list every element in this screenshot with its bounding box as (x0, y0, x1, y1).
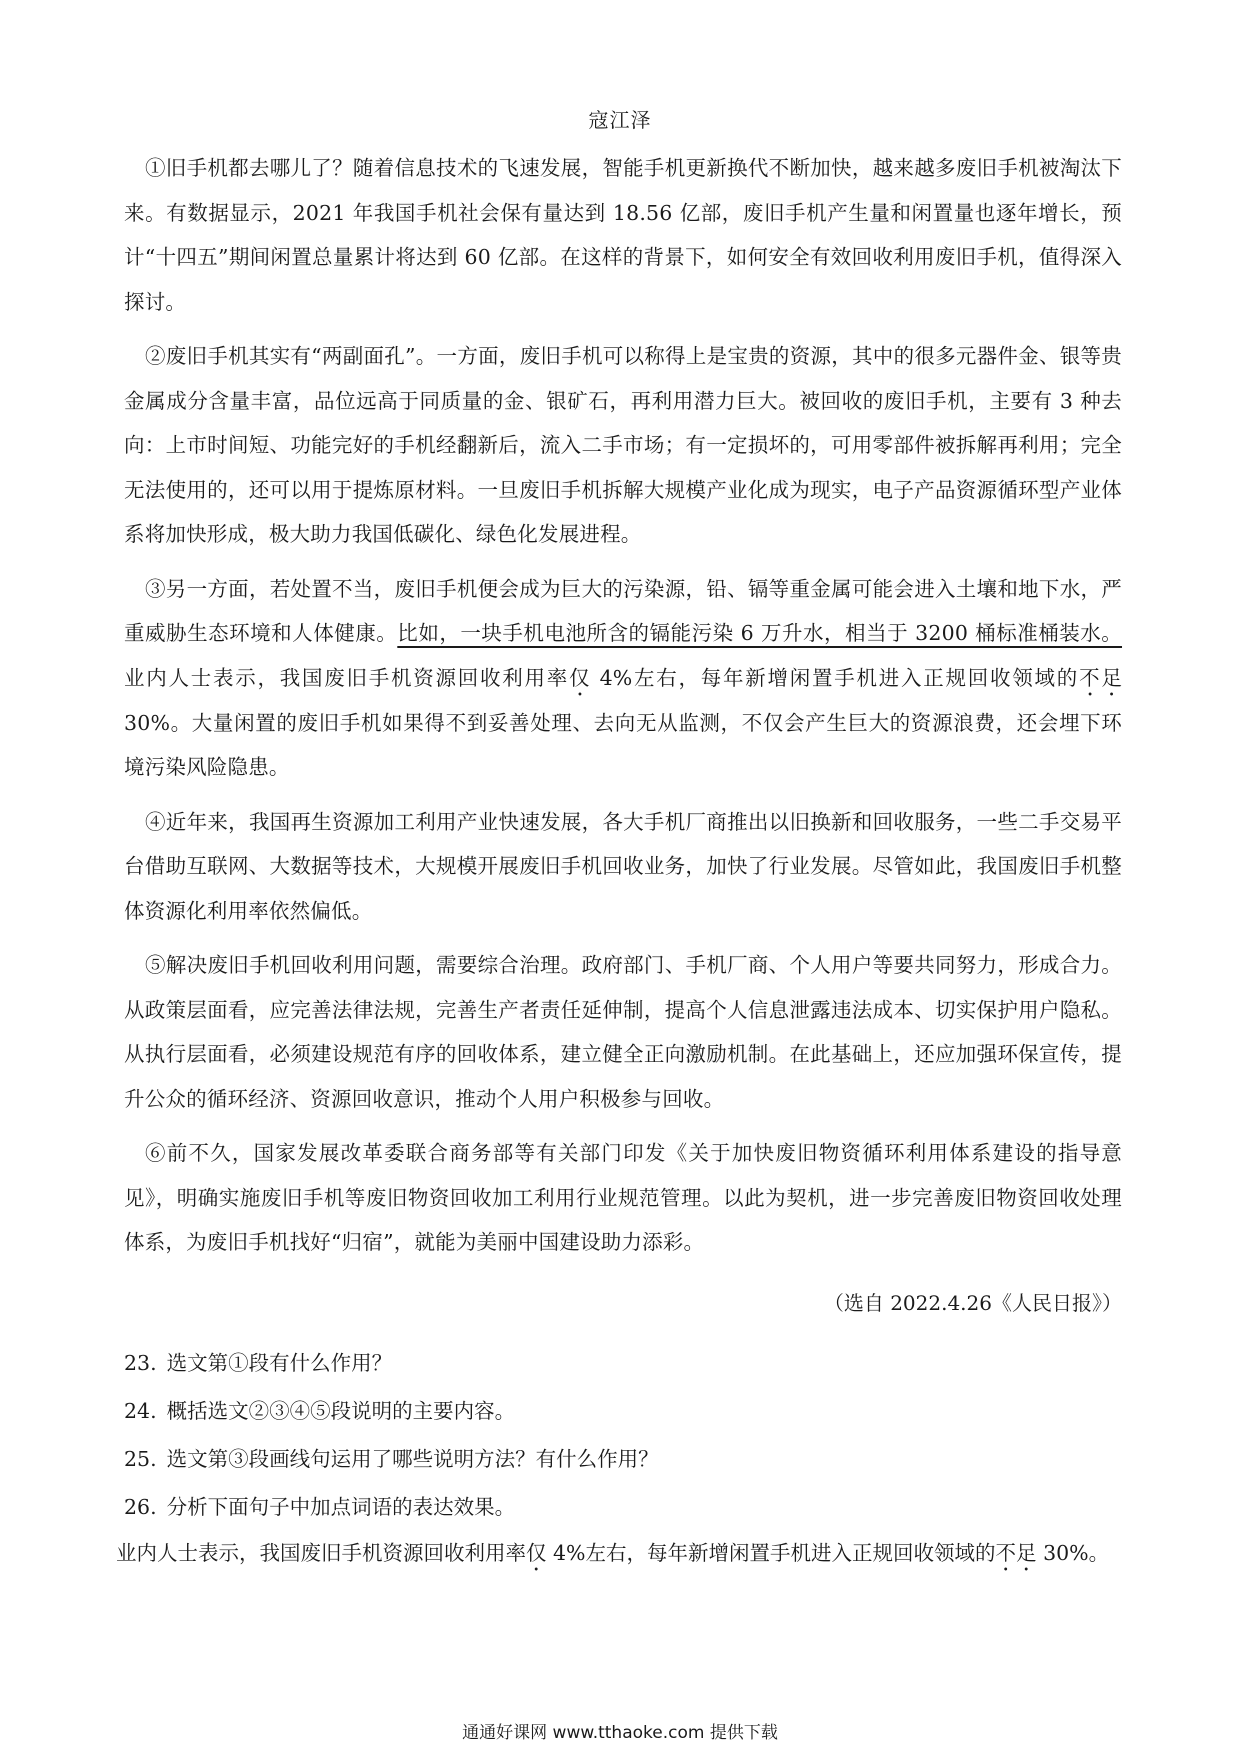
quote-part-2: 4%左右，每年新增闲置手机进入正规回收领域的 (546, 1540, 996, 1565)
author-name: 寇江泽 (588, 108, 652, 132)
paragraph-3-part-1: ③另一方面，若处置不当，废旧手机便会成为巨大的污染源，铅、镉等重金属可能会进入土壤和地下水，严重威胁生态环境和人体健康。 (124, 576, 1122, 645)
paragraph-3 (124, 567, 1122, 790)
question-text: 选文第③段画线句运用了哪些说明方法？有什么作用？ (166, 1446, 659, 1471)
quoted-sentence (116, 1531, 1122, 1576)
question-25 (124, 1435, 1122, 1483)
question-26 (124, 1483, 1122, 1531)
quote-dotted-word-jin: 仅 (526, 1540, 547, 1565)
question-number: 23. (124, 1350, 157, 1375)
paragraph-2: ②废旧手机其实有“两副面孔”。一方面，废旧手机可以称得上是宝贵的资源，其中的很多元器件金、银等贵金属成分含量丰富，品位远高于同质量的金、银矿石，再利用潜力巨大。被回收的废旧手机，主要有 3 种去向：上市时间短、功能完好的手机经翻新后，流入二手市场；有一定损坏的，可用零部件被拆解再利用；完全无法使用的，还可以用于提炼原材料。一旦废旧手机拆解大规模产业化成为现实，电子产品资源循环型产业体系将加快形成，极大助力我国低碳化、绿色化发展进程。 (124, 344, 1122, 546)
question-number: 25. (124, 1446, 157, 1471)
quote-dotted-word-buzu: 不足 (995, 1540, 1037, 1565)
question-list (116, 1339, 1122, 1576)
quote-part-1: 业内人士表示，我国废旧手机资源回收利用率 (116, 1540, 526, 1565)
question-number: 26. (124, 1494, 157, 1519)
dotted-word-jin: 仅 (569, 665, 592, 690)
source-citation: （选自 2022.4.26《人民日报》） (823, 1290, 1122, 1315)
underlined-sentence: 比如，一块手机电池所含的镉能污染 6 万升水，相当于 3200 桶标准桶装水。 (397, 621, 1123, 645)
quote-part-3: 30%。 (1036, 1540, 1110, 1565)
paragraph-3-part-4: 30%。大量闲置的废旧手机如果得不到妥善处理、去向无从监测，不仅会产生巨大的资源浪费，还会埋下环境污染风险隐患。 (124, 710, 1122, 779)
article-body (116, 146, 1123, 1576)
question-text: 分析下面句子中加点词语的表达效果。 (166, 1494, 516, 1519)
question-text: 概括选文②③④⑤段说明的主要内容。 (166, 1398, 516, 1423)
question-23 (124, 1339, 1122, 1387)
paragraph-3-part-3: 4%左右，每年新增闲置手机进入正规回收领域的 (591, 665, 1080, 690)
paragraph-6: ⑥前不久，国家发展改革委联合商务部等有关部门印发《关于加快废旧物资循环利用体系建设的指导意见》，明确实施废旧手机等废旧物资回收加工利用行业规范管理。以此为契机，进一步完善废旧物资回收处理体系，为废旧手机找好“归宿”，就能为美丽中国建设助力添彩。 (124, 1141, 1122, 1254)
dotted-word-buzu: 不足 (1079, 665, 1123, 690)
paragraph-5: ⑤解决废旧手机回收利用问题，需要综合治理。政府部门、手机厂商、个人用户等要共同努力，形成合力。从政策层面看，应完善法律法规，完善生产者责任延伸制，提高个人信息泄露违法成本、切实保护用户隐私。从执行层面看，必须建设规范有序的回收体系，建立健全正向激励机制。在此基础上，还应加强环保宣传，提升公众的循环经济、资源回收意识，推动个人用户积极参与回收。 (124, 953, 1122, 1111)
paragraph-3-part-2: 业内人士表示，我国废旧手机资源回收利用率 (124, 665, 570, 690)
question-text: 选文第①段有什么作用？ (166, 1350, 393, 1375)
question-24 (124, 1387, 1122, 1435)
paragraph-4: ④近年来，我国再生资源加工利用产业快速发展，各大手机厂商推出以旧换新和回收服务，一些二手交易平台借助互联网、大数据等技术，大规模开展废旧手机回收业务，加快了行业发展。尽管如此，我国废旧手机整体资源化利用率依然偏低。 (124, 809, 1122, 923)
footer-watermark: 通通好课网 www.tthaoke.com 提供下载 (462, 1723, 778, 1743)
paragraph-1: ①旧手机都去哪儿了？随着信息技术的飞速发展，智能手机更新换代不断加快，越来越多废旧手机被淘汰下来。有数据显示，2021 年我国手机社会保有量达到 18.56 亿部，废旧手机产生量和闲置量也逐年增长，预计“十四五”期间闲置总量累计将达到 60 亿部。在这样的背景下，如何安全有效回收利用废旧手机，值得深入探讨。 (124, 156, 1122, 314)
question-number: 24. (124, 1398, 157, 1423)
